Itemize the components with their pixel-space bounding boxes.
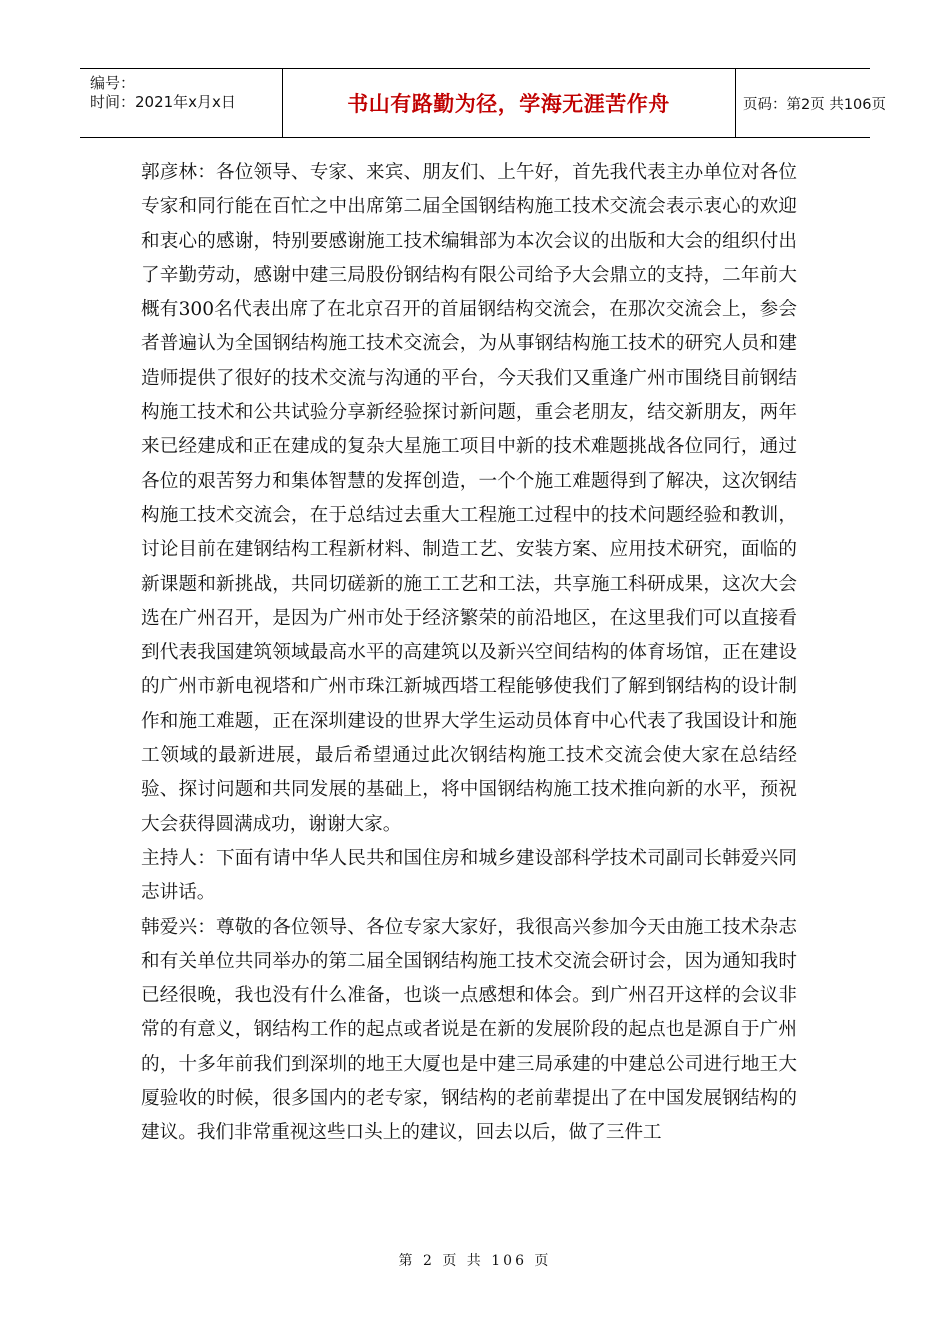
paragraph-han-aixing: 韩爱兴：尊敬的各位领导、各位专家大家好，我很高兴参加今天由施工技术杂志和有关单位共同举办的第二届全国钢结构施工技术交流会研讨会，因为通知我时已经很晚，我也没有什么准备，也谈一点感想和体会。到广州召开这样的会议非常的有意义，钢结构工作的起点或者说是在新的发展阶段的起点也是源自于广州的，十多年前我们到深圳的地王大厦也是中建三局承建的中建总公司进行地王大厦验收的时候，很多国内的老专家，钢结构的老前辈提出了在中国发展钢结构的建议。我们非常重视这些口头上的建议，回去以后，做了三件工 xyxy=(141,916,797,1144)
paragraph-guo-yanlin: 郭彦林：各位领导、专家、来宾、朋友们、上午好，首先我代表主办单位对各位专家和同行能在百忙之中出席第二届全国钢结构施工技术交流会表示衷心的欢迎和衷心的感谢，特别要感谢施工技术编辑部为本次会议的出版和大会的组织付出了辛勤劳动，感谢中建三局股份钢结构有限公司给予大会鼎立的支持，二年前大概有300名代表出席了在北京召开的首届钢结构交流会，在那次交流会上，参会者普遍认为全国钢结构施工技术交流会，为从事钢结构施工技术的研究人员和建造师提供了很好的技术交流与沟通的平台，今天我们又重逢广州市围绕目前钢结构施工技术和公共试验分享新经验探讨新问题，重会老朋友，结交新朋友，两年来已经建成和正在建成的复杂大星施工项目中新的技术难题挑战各位同行，通过各位的艰苦努力和集体智慧的发挥创造，一个个施工难题得到了解决，这次钢结构施工技术交流会，在于总结过去重大工程施工过程中的技术问题经验和教训，讨论目前在建钢结构工程新材料、制造工艺、安装方案、应用技术研究，面临的新课题和新挑战，共同切磋新的施工工艺和工法，共享施工科研成果，这次大会选在广州召开，是因为广州市处于经济繁荣的前沿地区，在这里我们可以直接看到代表我国建筑领域最高水平的高建筑以及新兴空间结构的体育场馆，正在建设的广州市新电视塔和广州市珠江新城西塔工程能够使我们了解到钢结构的设计制作和施工难题，正在深圳建设的世界大学生运动员体育中心代表了我国设计和施工领域的最新进展，最后希望通过此次钢结构施工技术交流会使大家在总结经验、探讨问题和共同发展的基础上，将中国钢结构施工技术推向新的水平，预祝大会获得圆满成功，谢谢大家。 xyxy=(141,162,797,835)
header-meta-cell xyxy=(80,69,283,137)
document-body xyxy=(141,156,797,1151)
page-header xyxy=(80,68,887,138)
header-motto-cell xyxy=(282,69,736,137)
paragraph-host: 主持人：下面有请中华人民共和国住房和城乡建设部科学技术司副司长韩爱兴同志讲话。 xyxy=(141,847,797,904)
document-number-label: 编号： xyxy=(90,74,136,92)
header-page-info: 页码：第2页 共106页 xyxy=(743,96,887,113)
header-motto: 书山有路勤为径，学海无涯苦作舟 xyxy=(347,92,670,116)
document-time-label: 时间：2021年x月x日 xyxy=(90,93,236,111)
page-footer: 第 2 页 共 106 页 xyxy=(398,1253,552,1269)
